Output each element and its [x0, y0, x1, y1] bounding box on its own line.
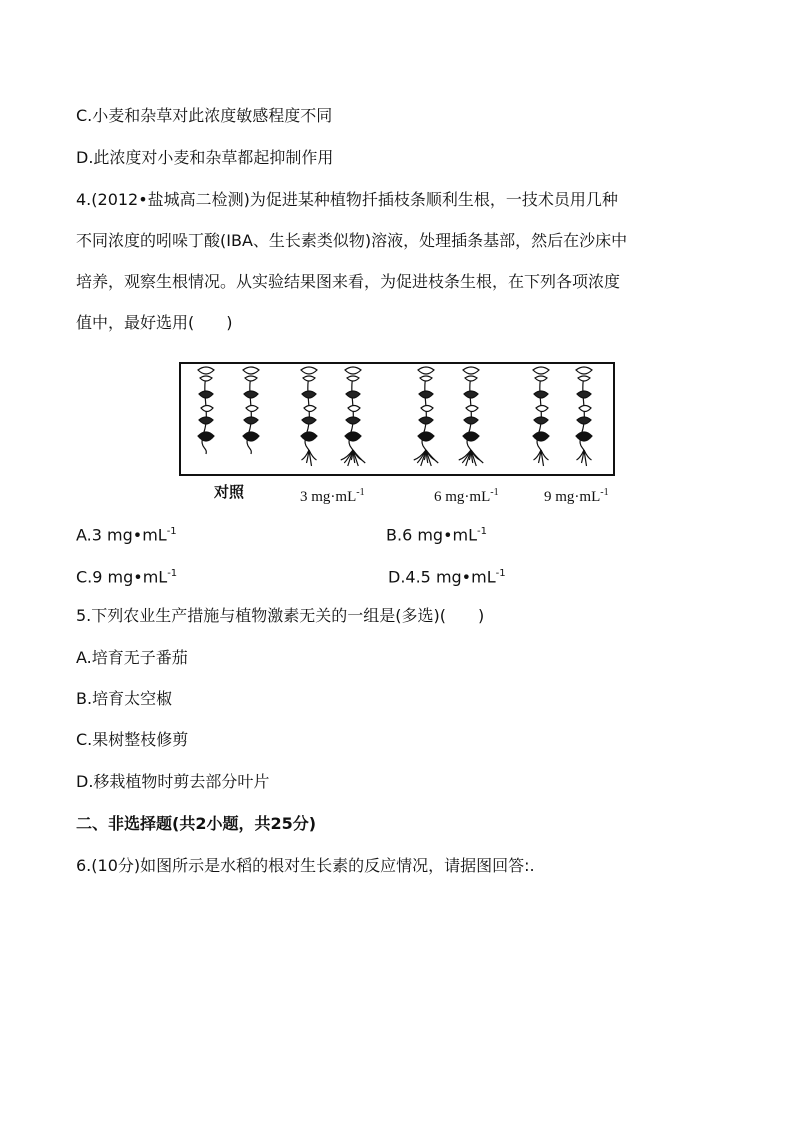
q5-option-d: D.移栽植物时剪去部分叶片 [76, 772, 270, 791]
q5-option-c: C.果树整枝修剪 [76, 730, 189, 749]
q3-option-c: C.小麦和杂草对此浓度敏感程度不同 [76, 106, 333, 125]
q5-option-b: B.培育太空椒 [76, 689, 173, 708]
plant-cutting [576, 367, 592, 466]
plant-cutting [341, 367, 366, 466]
q5-option-a: A.培育无子番茄 [76, 648, 188, 667]
q4-stem-line4: 值中，最好选用( ) [76, 313, 233, 332]
q4-stem-line1: 4.(2012•盐城高二检测)为促进某种植物扦插枝条顺利生根，一技术员用几种 [76, 190, 618, 209]
label-9mg: 9 $mg\cdot mL^{-1}$ [544, 487, 609, 505]
plant-cutting [459, 367, 484, 466]
q4-option-d: D.4.5 $mg•mL^{-1}$ [388, 567, 506, 587]
q4-option-c: C.9 $mg•mL^{-1}$ [76, 567, 178, 587]
label-6mg: 6 $mg\cdot mL^{-1}$ [434, 487, 499, 505]
q4-option-b: B.6 $mg•mL^{-1}$ [386, 525, 487, 545]
q3-option-d: D.此浓度对小麦和杂草都起抑制作用 [76, 148, 334, 167]
q4-stem-line2: 不同浓度的吲哚丁酸(IBA、生长素类似物)溶液，处理插条基部，然后在沙床中 [76, 231, 628, 250]
cutting-experiment-figure [179, 362, 615, 476]
q4-option-a: A.3 $mg•mL^{-1}$ [76, 525, 177, 545]
cuttings-illustration [181, 364, 613, 474]
q4-stem-line3: 培养，观察生根情况。从实验结果图来看，为促进枝条生根，在下列各项浓度 [76, 272, 621, 291]
plant-cutting [198, 367, 214, 454]
plant-cutting [414, 367, 439, 466]
label-3mg: 3 $mg\cdot mL^{-1}$ [300, 487, 365, 505]
plant-cutting [301, 367, 317, 466]
label-control: 对照 [214, 485, 245, 501]
section-title: 二、非选择题(共2小题，共25分) [76, 814, 317, 833]
plant-cutting [243, 367, 259, 454]
q6-stem: 6.(10分)如图所示是水稻的根对生长素的反应情况，请据图回答:. [76, 856, 535, 875]
q5-stem: 5.下列农业生产措施与植物激素无关的一组是(多选)( ) [76, 606, 485, 625]
plant-cutting [533, 367, 549, 466]
